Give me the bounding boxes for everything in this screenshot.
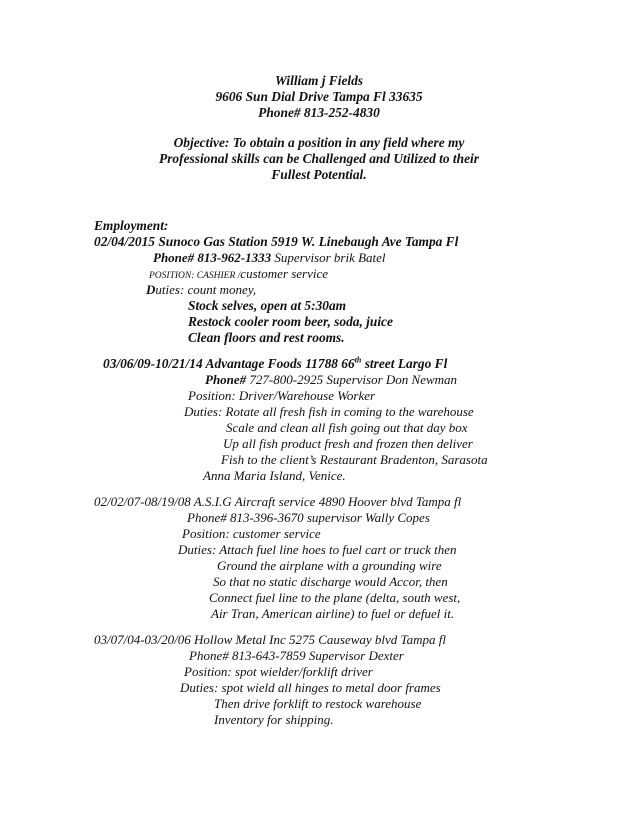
job-4-title: 03/07/04-03/20/06 Hollow Metal Inc 5275 Causeway blvd Tampa fl — [94, 632, 446, 647]
job-1-supervisor: Supervisor brik Batel — [271, 250, 386, 265]
job-2-duty-1: Duties: Rotate all fresh fish in coming to the warehouse — [184, 404, 474, 419]
job-2-duty-4: Fish to the client’s Restaurant Bradenton, Sarasota — [221, 452, 488, 467]
objective-line-3: Fullest Potential. — [271, 167, 367, 182]
job-2-phone-label: Phone# — [205, 372, 247, 387]
job-3-duty-4: Connect fuel line to the plane (delta, south west, — [209, 590, 461, 605]
job-1-title: 02/04/2015 Sunoco Gas Station 5919 W. Linebaugh Ave Tampa Fl — [94, 234, 459, 249]
objective-line-1: Objective: To obtain a position in any field where my — [173, 135, 465, 150]
job-1-duties-label — [146, 283, 256, 296]
resume-phone: Phone# 813-252-4830 — [258, 105, 380, 120]
job-3-position: Position: customer service — [182, 526, 321, 541]
job-2-title-end: street Largo Fl — [361, 356, 448, 371]
job-3-title: 02/02/07-08/19/08 A.S.I.G Aircraft service 4890 Hoover blvd Tampa fl — [94, 494, 462, 509]
job-4-duty-3: Inventory for shipping. — [214, 712, 334, 727]
job-3-duty-2: Ground the airplane with a grounding wire — [217, 558, 442, 573]
job-1-phone — [153, 251, 386, 264]
job-2-phone — [205, 373, 457, 386]
job-1-duty-1: Stock selves, open at 5:30am — [188, 298, 347, 313]
job-1-position-rest: customer service — [240, 266, 329, 281]
job-1-position — [149, 267, 328, 282]
resume-address: 9606 Sun Dial Drive Tampa Fl 33635 — [215, 89, 423, 104]
job-1-duties-text: uties: count money, — [155, 282, 257, 297]
job-2-duty-2: Scale and clean all fish going out that day box — [226, 420, 468, 435]
job-3-duty-3: So that no static discharge would Accor, then — [213, 574, 448, 589]
job-4-phone: Phone# 813-643-7859 Supervisor Dexter — [189, 648, 404, 663]
job-2-supervisor: 727-800-2925 Supervisor Don Newman — [246, 372, 458, 387]
job-1-position-title: POSITION: CASHIER / — [149, 271, 241, 281]
job-2-title-main: 03/06/09-10/21/14 Advantage Foods 11788 66 — [103, 356, 355, 371]
job-1-duty-3: Clean floors and rest rooms. — [188, 330, 345, 345]
employment-heading: Employment: — [94, 218, 169, 233]
job-2-title — [103, 357, 447, 370]
job-2-duty-3: Up all fish product fresh and frozen then deliver — [223, 436, 473, 451]
objective-line-2: Professional skills can be Challenged and Utilized to their — [159, 151, 479, 166]
job-4-position: Position: spot wielder/forklift driver — [184, 664, 373, 679]
job-1-duty-2: Restock cooler room beer, soda, juice — [188, 314, 393, 329]
job-3-duty-1: Duties: Attach fuel line hoes to fuel cart or truck then — [178, 542, 457, 557]
job-2-position: Position: Driver/Warehouse Worker — [188, 388, 376, 403]
job-3-phone: Phone# 813-396-3670 supervisor Wally Copes — [187, 510, 430, 525]
job-3-duty-5: Air Tran, American airline) to fuel or defuel it. — [211, 606, 455, 621]
job-2-duty-5: Anna Maria Island, Venice. — [203, 468, 346, 483]
job-2-title-sup: th — [354, 355, 362, 365]
job-4-duty-2: Then drive forklift to restock warehouse — [214, 696, 422, 711]
job-1-phone-number: Phone# 813-962-1333 — [153, 250, 272, 265]
job-1-duties-initial: D — [146, 282, 156, 297]
job-4-duty-1: Duties: spot wield all hinges to metal door frames — [180, 680, 441, 695]
resume-name: William j Fields — [274, 73, 364, 88]
